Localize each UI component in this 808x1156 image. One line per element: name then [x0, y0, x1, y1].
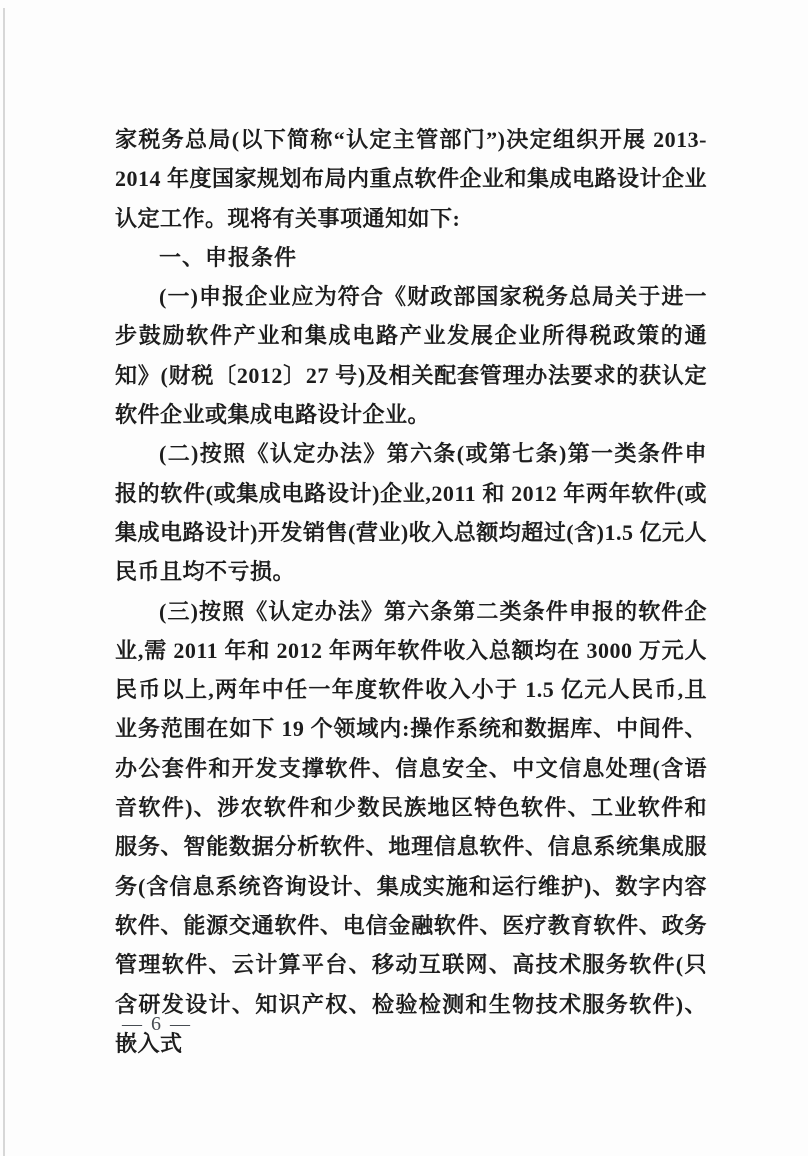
paragraph: (一)申报企业应为符合《财政部国家税务总局关于进一步鼓励软件产业和集成电路产业发展企业所得税政策的通知》(财税〔2012〕27 号)及相关配套管理办法要求的获认定软件企业或集成电路设计企业。: [115, 284, 707, 428]
section-heading: 一、申报条件: [159, 244, 298, 270]
document-body: [115, 120, 707, 1063]
paragraph: 家税务总局(以下简称“认定主管部门”)决定组织开展 2013-2014 年度国家规划布局内重点软件企业和集成电路设计企业认定工作。现将有关事项通知如下:: [115, 127, 708, 231]
scan-edge-shadow: [3, 8, 5, 1156]
paragraph: (三)按照《认定办法》第六条第二类条件申报的软件企业,需 2011 年和 2012 年两年软件收入总额均在 3000 万元人民币以上,两年中任一年度软件收入小于 1.5 亿元人民币,且业务范围在如下 19 个领域内:操作系统和数据库、中间件、办公套件和开发支撑软件、信息安全、中文信息处理(含语音软件)、涉农软件和少数民族地区特色软件、工业软件和服务、智能数据分析软件、地理信息软件、信息系统集成服务(含信息系统咨询设计、集成实施和运行维护)、数字内容软件、能源交通软件、电信金融软件、医疗教育软件、政务管理软件、云计算平台、移动互联网、高技术服务软件(只含研发设计、知识产权、检验检测和生物技术服务软件)、嵌入式: [115, 598, 707, 1056]
page-number: — 6 —: [122, 1013, 192, 1035]
paragraph: (二)按照《认定办法》第六条(或第七条)第一类条件申报的软件(或集成电路设计)企业,2011 和 2012 年两年软件(或集成电路设计)开发销售(营业)收入总额均超过(含)1.5 亿元人民币且均不亏损。: [115, 441, 707, 585]
